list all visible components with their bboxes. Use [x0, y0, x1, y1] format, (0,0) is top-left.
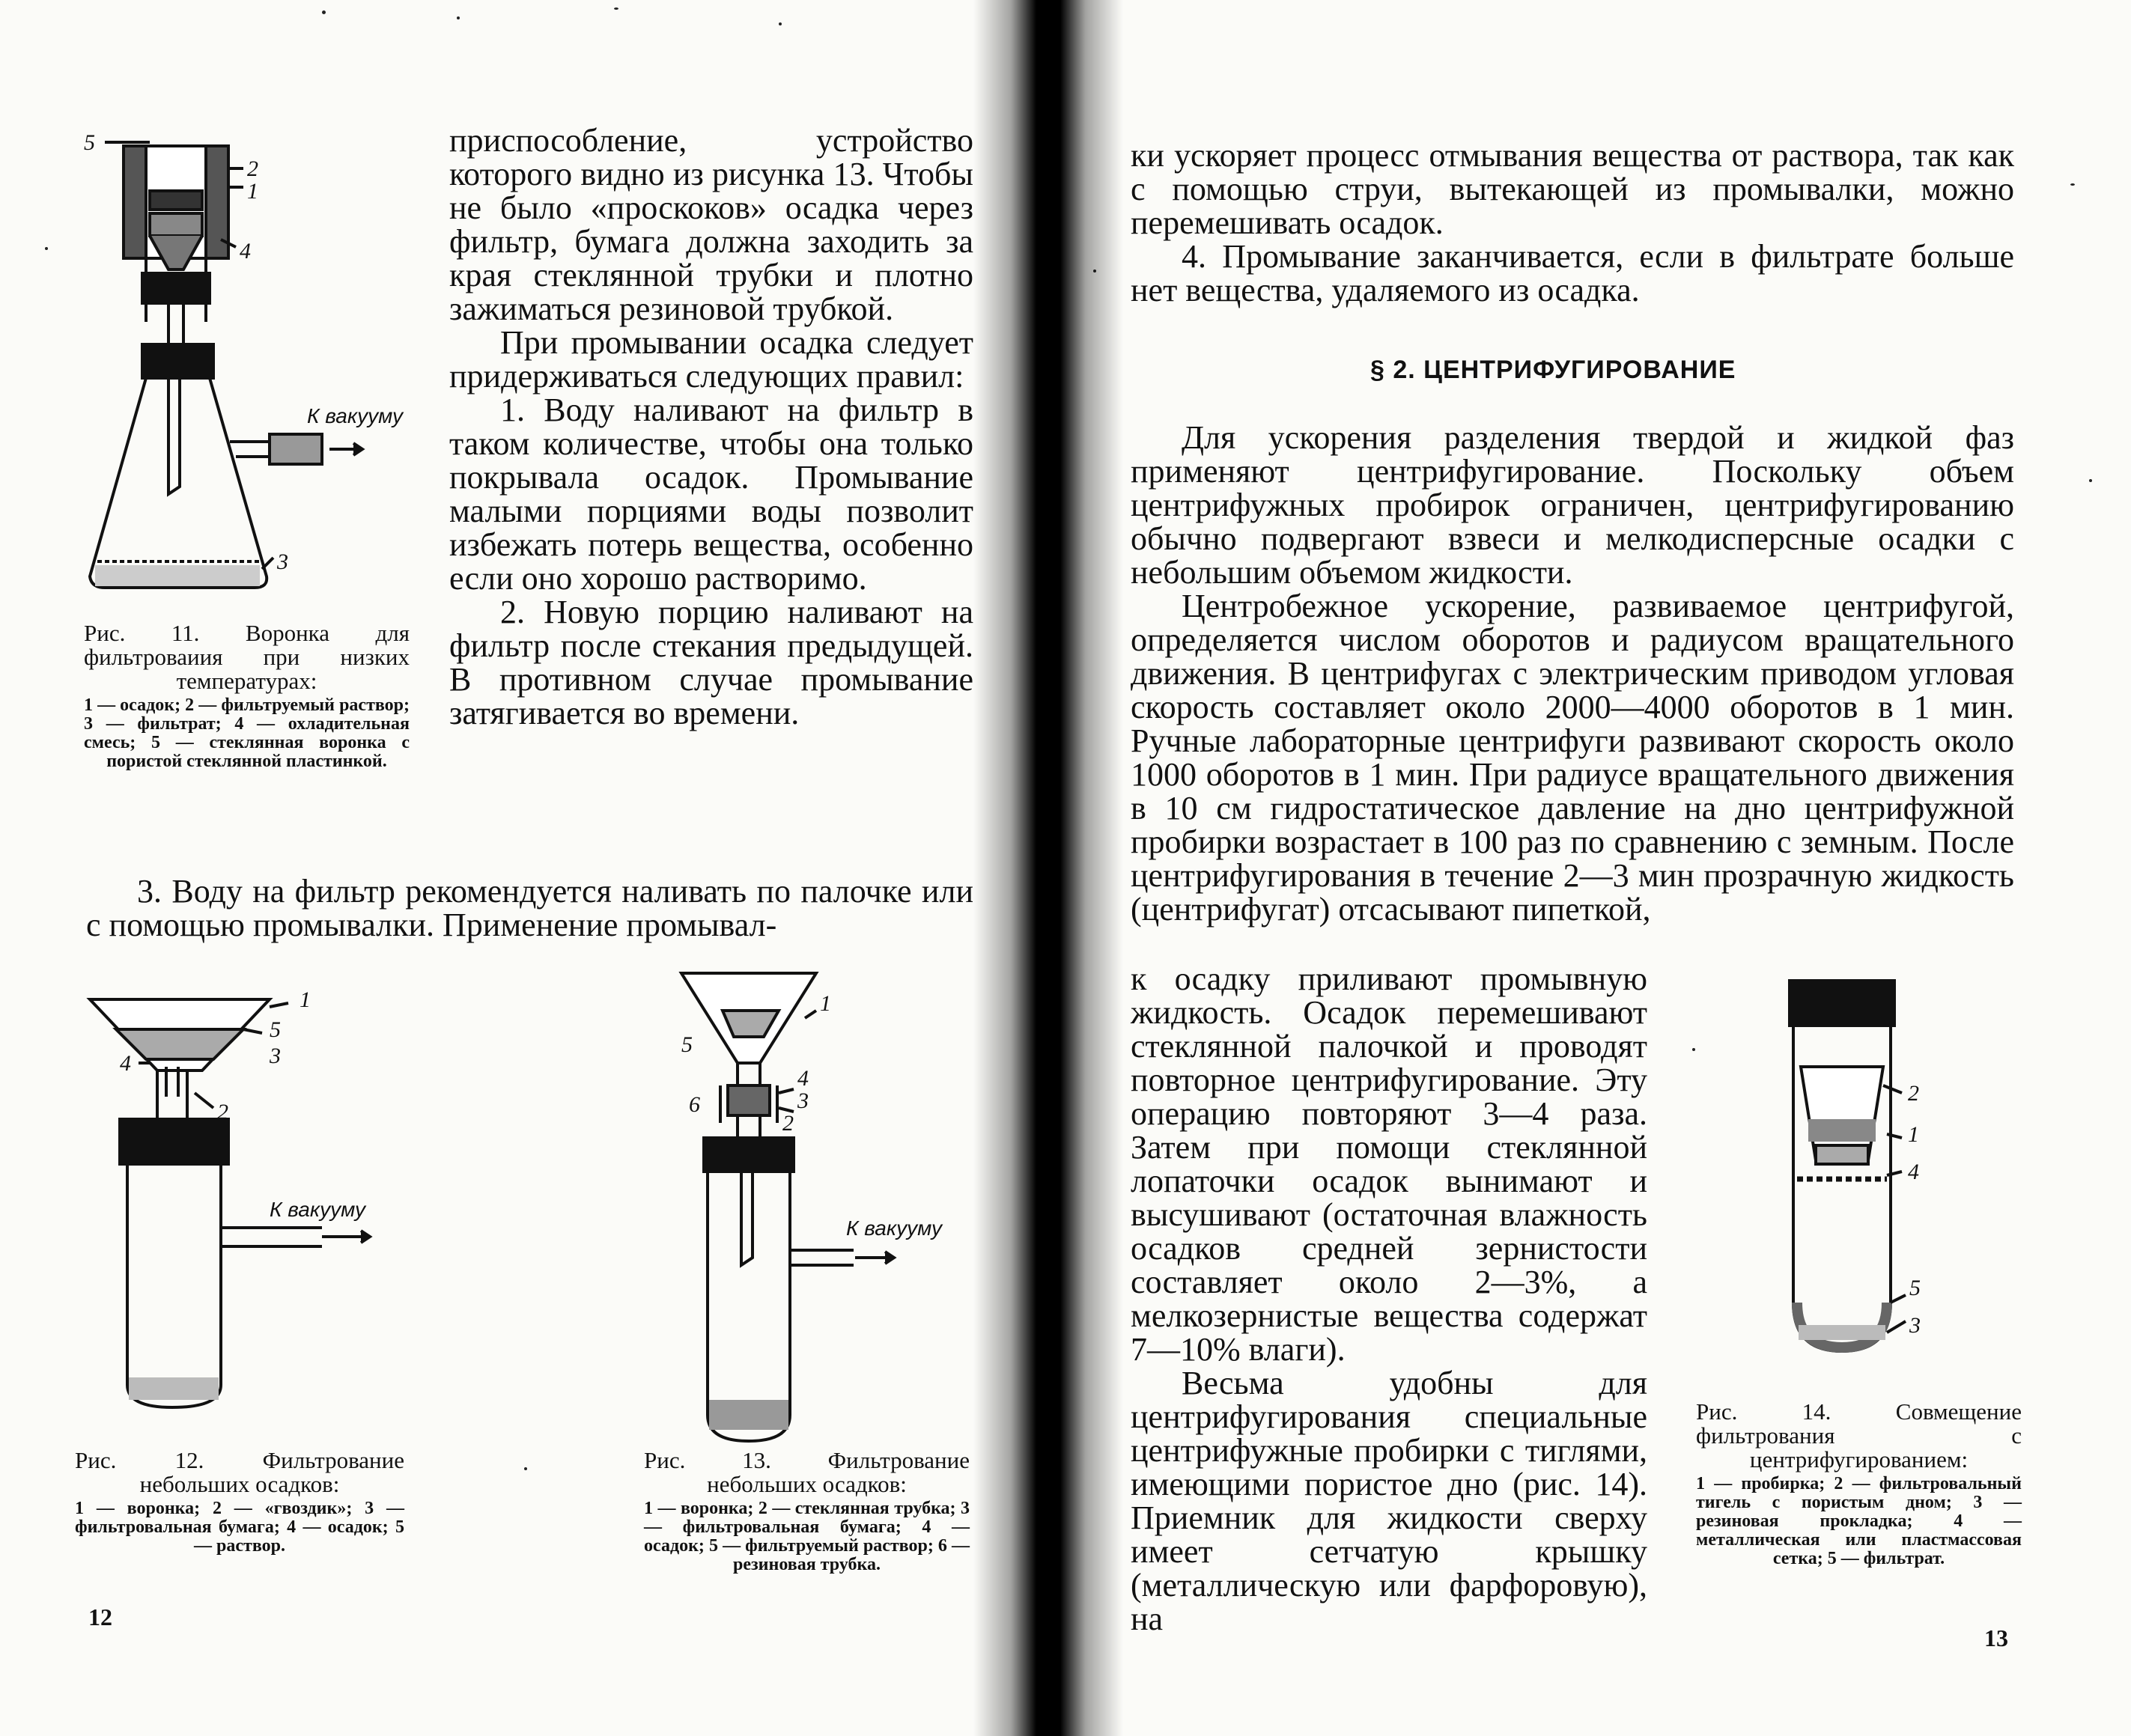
fig14-title: Рис. 14. Совмещение фильтрования с центрифугированием: — [1696, 1398, 2022, 1472]
fig13-vacuum-label: К вакууму — [846, 1216, 942, 1240]
fig14-callout-1: 1 — [1908, 1122, 1919, 1147]
fig11-callout-3: 3 — [277, 549, 288, 574]
fig13-callout-3: 3 — [797, 1088, 809, 1113]
fig12-legend: 1 — воронка; 2 — «гвоздик»; 3 — фильтровальная бумага; 4 — осадок; 5 — раствор. — [75, 1499, 404, 1556]
right-narrow-text — [1131, 962, 1647, 1636]
fig12-caption — [75, 1449, 404, 1556]
left-full-width-text — [86, 874, 973, 942]
fig14-callout-4: 4 — [1908, 1160, 1919, 1184]
fig11-legend: 1 — осадок; 2 — фильтруемый раствор; 3 — фильтрат; 4 — охладительная смесь; 5 — стеклянная воронка с пористой стеклянной пластинкой. — [84, 695, 410, 771]
fig13-title: Рис. 13. Фильтрование небольших осадков: — [644, 1447, 970, 1497]
right-paragraph-3: Для ускорения разделения твердой и жидкой фаз применяют центрифугирование. Поскольку объем центрифужных пробирок ограничен, центрифугированию обычно подвергают взвеси и мелкодисперсные осадки с небольшим объемом жидкости. — [1131, 419, 2014, 591]
fig13-callout-4: 4 — [797, 1066, 809, 1091]
left-paragraph-2: При промывании осадка следует придерживаться следующих правил: — [449, 324, 973, 395]
fig11-callout-5: 5 — [84, 130, 95, 155]
left-paragraph-3: 1. Воду наливают на фильтр в таком количестве, чтобы она только покрывала осадок. Промывание малыми порциями воды позволит избежать потерь вещества, особенно если оно хорошо растворимо. — [449, 392, 973, 597]
fig11-callout-2: 2 — [247, 156, 258, 181]
right-page — [1041, 0, 2131, 1736]
fig11-callout-1: 1 — [247, 179, 258, 204]
fig12-vacuum-label: К вакууму — [270, 1198, 365, 1221]
fig11-title: Рис. 11. Воронка для фильтроваиия при низких температурах: — [84, 620, 410, 694]
fig13-callout-5: 5 — [681, 1032, 693, 1057]
left-page-number: 12 — [88, 1603, 112, 1630]
fig13-callout-1: 1 — [820, 991, 831, 1016]
fig12-callout-5: 5 — [270, 1017, 281, 1042]
fig13-drawing — [659, 966, 958, 1460]
right-paragraph-4: Центробежное ускорение, развиваемое центрифугой, определяется числом оборотов и радиусом вращательного движения. В центрифугах с электрическим приводом угловая скорость составляет около 2000—4000 оборотов в 1 мин. Ручные лабораторные центрифуги развивают скорость около 1000 оборотов в 1 мин. При радиусе вращательного движения в 10 см гидростатическое давление на дно центрифужной пробирки возрастает в 100 раз по сравнению с земным. После центрифугирования в течение 2—3 мин прозрачную жидкость (центрифугат) отсасывают пипеткой, — [1131, 588, 2014, 928]
left-paragraph-4: 2. Новую порцию наливают на фильтр после стекания предыдущей. В противном случае промывание затягивается во времени. — [449, 594, 973, 731]
right-paragraph-5: к осадку приливают промывную жидкость. Осадок перемешивают стеклянной палочкой и проводят повторное центрифугирование. Эту операцию повторяют 3—4 раза. Затем при помощи стеклянной лопаточки осадок вынимают и высушивают (остаточная влажность осадков средней зернистости составляет около 2—3%, а мелкозернистые вещества содержат 7—10% влаги). — [1131, 960, 1647, 1368]
right-top-text — [1131, 138, 2014, 307]
fig12-callout-2: 2 — [217, 1100, 228, 1124]
fig14-callout-3: 3 — [1909, 1313, 1921, 1338]
fig14-callout-5: 5 — [1909, 1276, 1921, 1300]
left-column-text — [449, 124, 973, 730]
left-page — [0, 0, 1041, 1736]
right-page-number: 13 — [1984, 1624, 2008, 1651]
right-body-text — [1131, 421, 2014, 926]
right-paragraph-2: 4. Промывание заканчивается, если в фильтрате больше нет вещества, удаляемого из осадка. — [1131, 238, 2014, 308]
fig14-caption — [1696, 1400, 2022, 1568]
fig14-legend: 1 — пробирка; 2 — фильтровальный тигель с пористым дном; 3 — резиновая прокладка; 4 — металлическая или пластмассовая сетка; 5 — фильтрат. — [1696, 1474, 2022, 1568]
figure-13 — [659, 966, 958, 1460]
fig12-callout-1: 1 — [300, 988, 311, 1012]
fig11-drawing — [75, 127, 434, 614]
left-paragraph-5: 3. Воду на фильтр рекомендуется наливать по палочке или с помощью промывалки. Применение промывал- — [86, 873, 973, 943]
fig11-vacuum-label: К вакууму — [307, 404, 403, 427]
fig12-callout-3: 3 — [270, 1044, 281, 1068]
right-paragraph-1: ки ускоряет процесс отмывания вещества от раствора, так как с помощью струи, вытекающей из промывалки, можно перемешивать осадок. — [1131, 137, 2014, 241]
figure-14 — [1775, 973, 1962, 1377]
fig12-callout-4: 4 — [120, 1051, 131, 1076]
fig12-title: Рис. 12. Фильтрование небольших осадков: — [75, 1447, 404, 1497]
fig13-callout-6: 6 — [689, 1092, 700, 1117]
right-paragraph-6: Весьма удобны для центрифугирования специальные центрифужные пробирки с тиглями, имеющими пористое дно (рис. 14). Приемник для жидкости сверху имеет сетчатую крышку (металлическую или фарфоровую), на — [1131, 1365, 1647, 1637]
section-heading: § 2. ЦЕНТРИФУГИРОВАНИЕ — [1370, 356, 1736, 384]
fig13-caption — [644, 1449, 970, 1574]
figure-11 — [75, 127, 434, 614]
book-gutter — [973, 0, 1123, 1736]
fig14-drawing — [1775, 973, 1962, 1377]
figure-12 — [82, 988, 412, 1422]
left-paragraph-1: приспособление, устройство которого видно из рисунка 13. Чтобы не было «проскоков» осадка через фильтр, бумага должна заходить за края стеклянной трубки и плотно зажиматься резиновой трубкой. — [449, 122, 973, 327]
fig11-callout-4: 4 — [240, 239, 251, 264]
fig11-caption — [84, 621, 410, 771]
fig13-legend: 1 — воронка; 2 — стеклянная трубка; 3 — фильтровальная бумага; 4 — осадок; 5 — фильтруемый раствор; 6 — резиновая трубка. — [644, 1499, 970, 1574]
fig12-drawing — [82, 988, 412, 1422]
fig13-callout-2: 2 — [782, 1111, 794, 1136]
fig14-callout-2: 2 — [1908, 1081, 1919, 1106]
